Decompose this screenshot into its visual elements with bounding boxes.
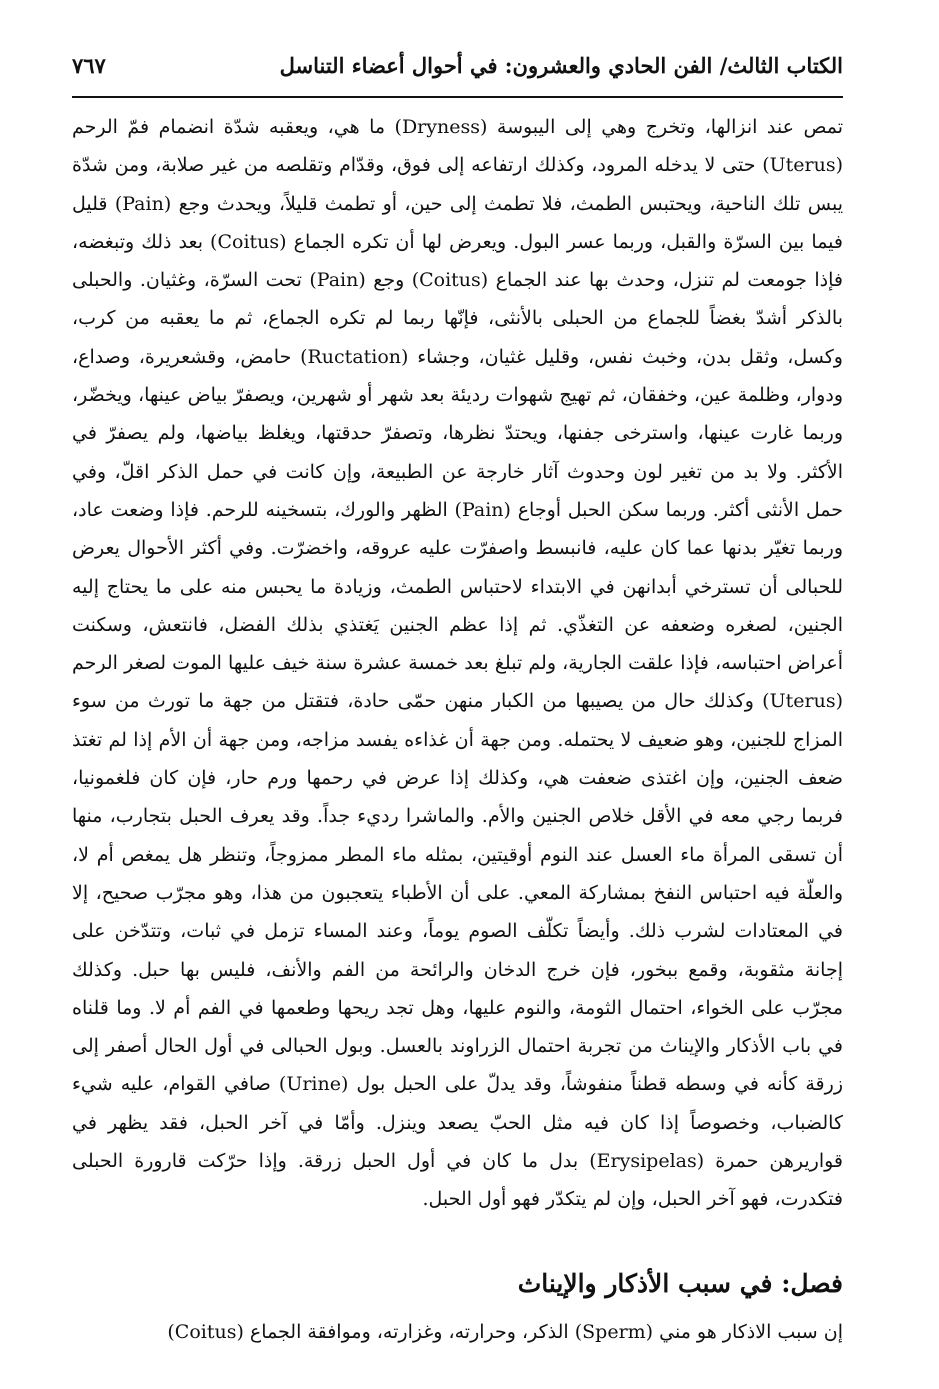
section-first-line: إن سبب الاذكار هو مني (Sperm) الذكر، وحرارته، وغزارته، وموافقة الجماع (Coitus) <box>167 1321 843 1343</box>
header-title: الكتاب الثالث/ الفن الحادي والعشرون: في أحوال أعضاء التناسل <box>279 52 843 78</box>
header-rule <box>72 96 843 98</box>
body-paragraph: تمص عند انزالها، وتخرج وهي إلى اليبوسة (Dryness) ما هي، ويعقبه شدّة انضمام فمّ الرحم (Uterus) حتى لا يدخله المرود، وكذلك ارتفاعه إلى فوق، وقدّام وتقلصه من غير صلابة، ومن شدّة يبس تلك الناحية، ويحتبس الطمث، فلا تطمث إلى حين، أو تطمث قليلاً، ويحدث وجع (Pain) قليل فيما بين السرّة والقبل، وربما عسر البول. ويعرض لها أن تكره الجماع (Coitus) بعد ذلك وتبغضه، فإذا جومعت لم تنزل، وحدث بها عند الجماع (Coitus) وجع (Pain) تحت السرّة، وغثيان. والحبلى بالذكر أشدّ بغضاً للجماع من الحبلى بالأنثى، فإنّها ربما لم تكره الجماع، ثم ما يعقبه من كرب، وكسل، وثقل بدن، وخبث نفس، وقليل غثيان، وجشاء (Ructation) حامض، وقشعريرة، وصداع، ودوار، وظلمة عين، وخفقان، ثم تهيج شهوات رديئة بعد شهر أو شهرين، ويصفرّ بياض عينها، ويخضّر، وربما غارت عينها، واسترخى جفنها، ويحتدّ نظرها، وتصفرّ حدقتها، ويغلظ بياضها، ولم يصفرّ في الأكثر. ولا بد من تغير لون وحدوث آثار خارجة عن الطبيعة، وإن كانت في حمل الذكر اقلّ، وفي حمل الأنثى أكثر. وربما سكن الحبل أوجاع (Pain) الظهر والورك، بتسخينه للرحم. فإذا وضعت عاد، وربما تغيّر بدنها عما كان عليه، فانبسط واصفرّت عليه عروقه، واخضرّت. وفي أكثر الأحوال يعرض للحبالى أن تسترخي أبدانهن في الابتداء لاحتباس الطمث، وزيادة ما يحبس منه على ما يحتاج إليه الجنين، لصغره وضعفه عن التغذّي. ثم إذا عظم الجنين يَغتذي بذلك الفضل، فانتعش، وسكنت أعراض احتباسه، فإذا علقت الجارية، ولم تبلغ بعد خمسة عشرة سنة خيف عليها الموت لصغر الرحم (Uterus) وكذلك حال من يصيبها من الكبار منهن حمّى حادة، فتقتل من جهة ما تورث من سوء المزاج للجنين، وهو ضعيف لا يحتمله. ومن جهة أن غذاءه يفسد مزاجه، ومن جهة أن الأم إذا لم تغتذ ضعف الجنين، وإن اغتذى ضعفت هي، وكذلك إذا عرض في رحمها ورم حار، فإن كان فلغمونيا، فربما رجي معه في الأقل خلاص الجنين والأم. والماشرا رديء جداً. وقد يعرف الحبل بتجارب، منها أن تسقى المرأة ماء العسل عند النوم أوقيتين، بمثله ماء المطر ممزوجاً، وتنظر هل يمغص أم لا، والعلّة فيه احتباس النفخ بمشاركة المعي. على أن الأطباء يتعجبون من هذا، وهو مجرّب صحيح، إلا في المعتادات لشرب ذلك. وأيضاً تكلّف الصوم يوماً، وعند المساء تزمل في ثبات، وتتدّخن على إجانة مثقوبة، وقمع ببخور، فإن خرج الدخان والرائحة من الفم والأنف، فليس بها حبل. وكذلك مجرّب على الخواء، احتمال الثومة، والنوم عليها، وهل تجد ريحها وطعمها في الفم أم لا. وما قلناه في باب الأذكار والإيناث من تجربة احتمال الزراوند بالعسل. وبول الحبالى في أول الحال أصفر إلى زرقة كأنه في وسطه قطناً منفوشاً، وقد يدلّ على الحبل بول (Urine) صافي القوام، عليه شيء كالضباب، وخصوصاً إذا كان فيه مثل الحبّ يصعد وينزل. وأمّا في آخر الحبل، فقد يظهر في قواريرهن حمرة (Erysipelas) بدل ما كان في أول الحبل زرقة. وإذا حرّكت قارورة الحبلى فتكدرت، فهو آخر الحبل، وإن لم يتكدّر فهو أول الحبل. <box>72 116 844 1211</box>
main-text-block <box>72 108 843 1219</box>
page-number: ٧٦٧ <box>72 52 106 78</box>
running-header <box>72 40 843 90</box>
section-heading: فصل: في سبب الأذكار والإيناث <box>517 1269 843 1298</box>
